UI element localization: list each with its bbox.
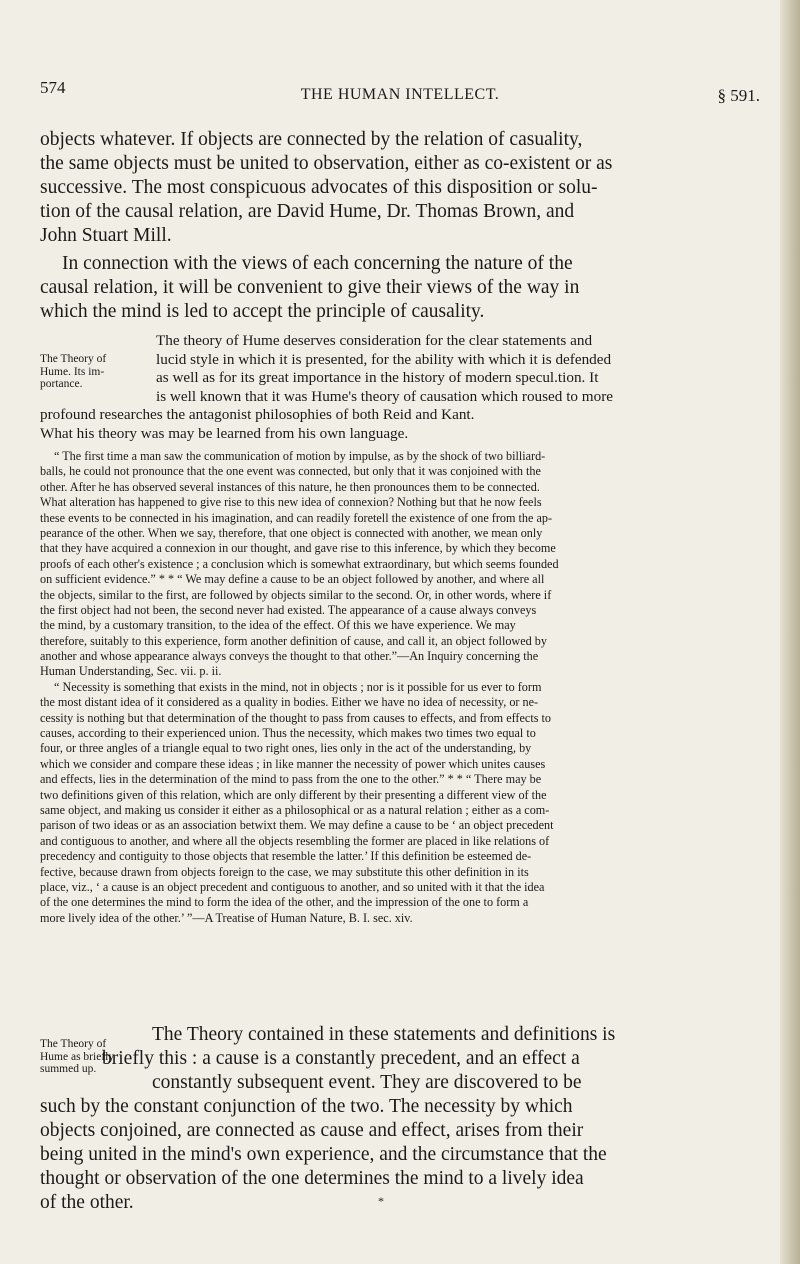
text-line: is well known that it was Hume's theory of causation which roused to more: [156, 387, 614, 405]
footer-mark: *: [378, 1194, 384, 1208]
quote-line: two definitions given of this relation, which are only different by their presenting a different view of the: [40, 787, 547, 802]
text-line: constantly subsequent event. They are discovered to be: [152, 1072, 582, 1093]
text-line: causal relation, it will be convenient to give their views of the way in: [40, 277, 580, 298]
running-header: [40, 78, 760, 108]
quote-line: balls, he could not pronounce that the one event was connected, but only that it was conjoined with the: [40, 464, 541, 479]
text-line: of the other.: [40, 1192, 134, 1213]
text-line: John Stuart Mill.: [40, 225, 172, 246]
quote-line: which we consider and compare these ideas ; in like manner the necessity of power which unites causes: [40, 756, 546, 771]
quote-line: of the one determines the mind to form the idea of the other, and the impression of the one to form a: [40, 895, 529, 910]
paragraph-1: [40, 128, 768, 248]
quote-line: precedency and contiguity to those objects that resemble the latter.’ If this definition be esteemed de-: [40, 849, 532, 864]
quote-line: the mind, by a customary transition, to the idea of the effect. Of this we have experience. We may: [40, 618, 516, 633]
quote-line: pearance of the other. When we say, therefore, that one object is connected with another, we mean only: [40, 525, 543, 540]
quote-line: the most distant idea of it considered as a quality in bodies. Either we have no idea of necessity, or ne-: [40, 695, 539, 710]
quote-line: the objects, similar to the first, are followed by objects similar to the second. Or, in other words, where if: [40, 587, 552, 602]
quote-line: therefore, suitably to this experience, form another definition of cause, and call it, an object followed by: [40, 633, 547, 648]
page-number: 574: [40, 78, 66, 97]
text-line: successive. The most conspicuous advocates of this disposition or solu-: [40, 177, 598, 198]
text-line: the same objects must be united to observation, either as co-existent or as: [40, 153, 613, 174]
running-title: THE HUMAN INTELLECT.: [300, 86, 500, 103]
text-line: What his theory was may be learned from his own language.: [40, 424, 409, 442]
text-line: which the mind is led to accept the principle of causality.: [40, 301, 485, 322]
paragraph-2: [40, 252, 768, 324]
text-line: such by the constant conjunction of the two. The necessity by which: [40, 1096, 573, 1117]
quote-line: other. After he has observed several instances of this nature, he then pronounces them to be connected.: [40, 479, 540, 494]
quote-line: another and whose appearance always conveys the thought to that other.”—An Inquiry concerning the: [40, 649, 539, 664]
text-line: tion of the causal relation, are David Hume, Dr. Thomas Brown, and: [40, 201, 575, 222]
quote-line: same object, and making us consider it either as a philosophical or as a natural relation ; either as a com-: [40, 802, 550, 817]
quote-line: the first object had not been, the second never had existed. The appearance of a cause always conveys: [40, 602, 537, 617]
text-line: as well as for its great importance in the history of modern specul.tion. It: [156, 369, 599, 386]
quote-line: What alteration has happened to give rise to this new idea of connexion? Nothing but that he now feels: [40, 495, 542, 510]
quote-line: more lively idea of the other.’ ”—A Treatise of Human Nature, B. I. sec. xiv.: [40, 910, 413, 925]
quote-line: these events to be connected in his imagination, and can readily foretell the existence of one from the ap-: [40, 510, 553, 525]
quote-line: cessity is nothing but that determination of the thought to pass from causes to effects, and from effects to: [40, 710, 551, 725]
text-line: thought or observation of the one determines the mind to a lively idea: [40, 1168, 584, 1189]
quote-line: four, or three angles of a triangle equal to two right ones, lies only in the act of the understanding, by: [40, 741, 532, 756]
quote-line: that they have acquired a connexion in our thought, and gave rise to this inference, by which they become: [40, 541, 556, 556]
quote-line: and effects, lies in the determination of the mind to pass from the one to the other.” * * “ There may be: [40, 772, 542, 787]
text-line: objects conjoined, are connected as cause and effect, arises from their: [40, 1120, 584, 1141]
text-line: In connection with the views of each concerning the nature of the: [62, 253, 573, 274]
quote-line: and contiguous to another, and where all the objects resembling the former are placed in like relations of: [40, 833, 550, 848]
text-line: The theory of Hume deserves consideration for the clear statements and: [156, 332, 593, 349]
quote-line: fective, because drawn from objects foreign to the case, we may substitute this other definition in its: [40, 864, 529, 879]
margin-note-line: The Theory of: [40, 353, 107, 365]
margin-note-line: Hume as briefly: [40, 1050, 115, 1063]
text-line: The Theory contained in these statements and definitions is: [152, 1024, 616, 1045]
quote-line: Human Understanding, Sec. vii. p. ii.: [40, 664, 222, 679]
text-line: being united in the mind's own experience, and the circumstance that the: [40, 1144, 607, 1165]
paragraph-4: [40, 1023, 768, 1215]
quote-line: parison of two ideas or as an association betwixt them. We may define a cause to be ‘ an object precedent: [40, 818, 554, 833]
text-line: lucid style in which it is presented, for the ability with which it is defended: [156, 350, 612, 368]
quote-line: “ The first time a man saw the communication of motion by impulse, as by the shock of two billiard-: [54, 449, 546, 463]
section-number: § 591.: [717, 86, 760, 105]
text-line: briefly this : a cause is a constantly precedent, and an effect a: [102, 1048, 580, 1069]
page-edge: [780, 0, 800, 1264]
paragraph-3: [40, 332, 768, 443]
quote-line: on sufficient evidence.” * * “ We may define a cause to be an object followed by another, and where all: [40, 572, 545, 587]
margin-note-line: Hume. Its im-: [40, 365, 105, 378]
text-line: objects whatever. If objects are connected by the relation of casuality,: [40, 129, 583, 150]
quote-line: place, viz., ‘ a cause is an object precedent and contiguous to another, and so united with it that the idea: [40, 879, 545, 894]
quote-line: “ Necessity is something that exists in the mind, not in objects ; nor is it possible for us ever to form: [54, 679, 542, 694]
quote-line: causes, according to their experienced union. Thus the necessity, which makes two times two equal to: [40, 726, 536, 741]
quote-line: proofs of each other's existence ; a conclusion which is somewhat extraordinary, but which seems founded: [40, 556, 559, 571]
margin-note-line: The Theory of: [40, 1038, 107, 1050]
margin-note-line: summed up.: [40, 1063, 97, 1075]
text-line: profound researches the antagonist philosophies of both Reid and Kant.: [40, 406, 475, 423]
hume-quotation: [40, 449, 768, 926]
margin-note-line: portance.: [40, 378, 83, 390]
